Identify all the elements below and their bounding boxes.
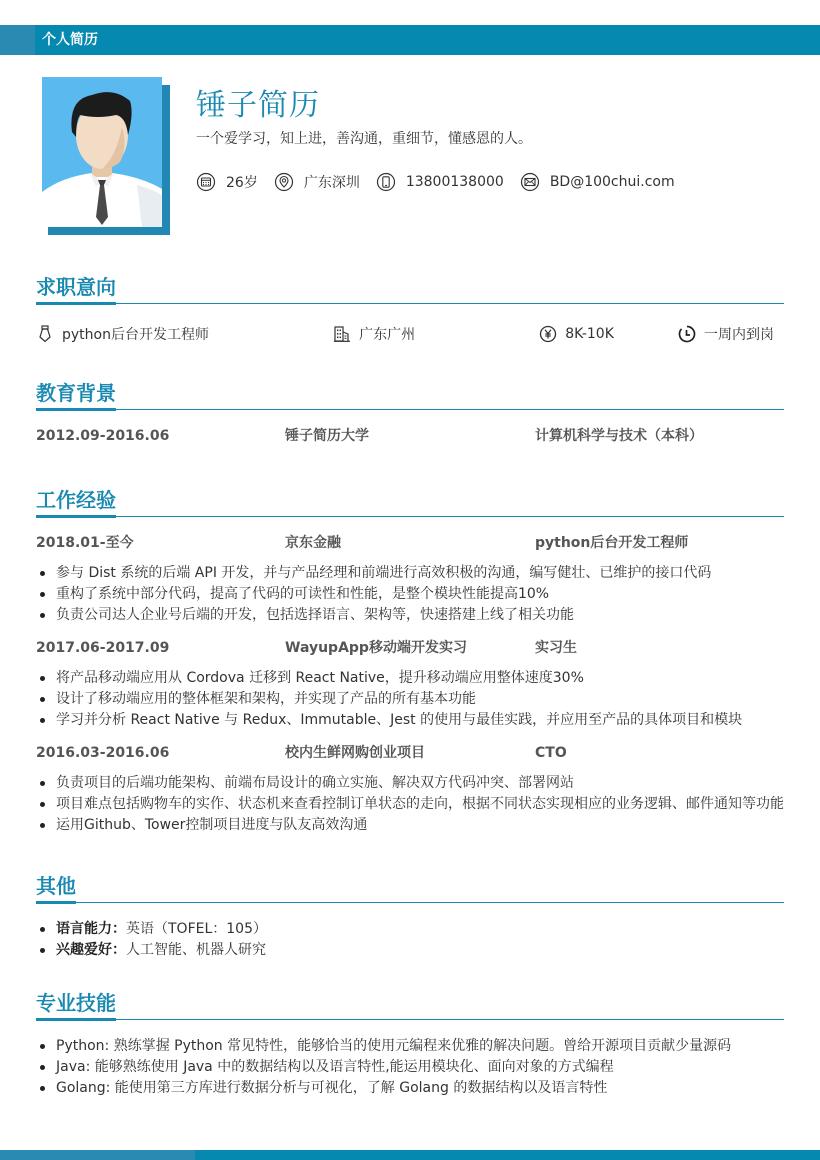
intent-position-value: python后台开发工程师	[62, 327, 209, 343]
footer-bar	[0, 1150, 820, 1160]
job-period: 2018.01-至今	[36, 535, 134, 551]
section-other	[36, 873, 784, 961]
job-role: python后台开发工程师	[535, 535, 689, 551]
contact-email	[520, 172, 675, 192]
job-bullets	[36, 668, 784, 731]
mail-icon	[520, 172, 540, 192]
job-period: 2016.03-2016.06	[36, 745, 170, 761]
profile-name: 锤子简历	[196, 88, 320, 123]
section-title: 专业技能	[36, 991, 116, 1015]
building-icon	[333, 325, 351, 343]
list-item: 负责项目的后端功能架构、前端布局设计的确立实施、解决双方代码冲突、部署网站	[36, 773, 784, 794]
list-item: 参与 Dist 系统的后端 API 开发，并与产品经理和前端进行高效积极的沟通，编写健壮、已维护的接口代码	[36, 563, 784, 584]
education-row	[36, 426, 784, 446]
header-title: 个人简历	[42, 32, 98, 48]
intent-position	[36, 324, 209, 344]
intent-salary	[539, 324, 614, 344]
job-entry	[36, 743, 784, 836]
phone-icon	[376, 172, 396, 192]
contact-email-value: BD@100chui.com	[549, 174, 675, 190]
job-bullets	[36, 773, 784, 836]
intent-city-value: 广东广州	[359, 327, 416, 343]
list-item: 将产品移动端应用从 Cordova 迁移到 React Native，提升移动端应用整体速度30%	[36, 668, 784, 689]
calendar-icon	[196, 172, 216, 192]
contact-location	[274, 172, 360, 192]
job-header	[36, 533, 784, 553]
other-language-label: 语言能力：	[56, 921, 126, 937]
section-job-intent	[36, 274, 784, 344]
section-title: 其他	[36, 874, 76, 898]
list-item: 重构了系统中部分代码，提高了代码的可读性和性能，是整个模块性能提高10%	[36, 584, 784, 605]
contact-age-value: 26岁	[226, 175, 258, 191]
section-title: 求职意向	[36, 275, 116, 299]
profile-motto: 一个爱学习，知上进，善沟通，重细节，懂感恩的人。	[196, 131, 532, 147]
intent-salary-value: 8K-10K	[565, 326, 614, 342]
section-title-underline	[36, 515, 116, 518]
contact-phone	[376, 172, 504, 192]
header-bar	[0, 25, 820, 55]
yen-icon	[539, 325, 557, 343]
list-item	[36, 940, 784, 961]
job-role: CTO	[535, 745, 567, 761]
contact-location-value: 广东深圳	[303, 175, 360, 191]
section-title: 教育背景	[36, 381, 116, 405]
section-title-underline	[36, 408, 116, 411]
contact-age	[196, 172, 258, 192]
contact-list	[196, 172, 691, 192]
header-bar-accent	[0, 25, 35, 55]
section-header	[36, 274, 784, 304]
section-title-underline	[36, 302, 116, 305]
job-period: 2017.06-2017.09	[36, 640, 170, 656]
section-header	[36, 873, 784, 903]
avatar	[42, 77, 170, 235]
list-item	[36, 919, 784, 940]
intent-city	[333, 324, 415, 344]
person-illustration-icon	[42, 77, 162, 227]
job-entry	[36, 638, 784, 731]
job-header	[36, 743, 784, 763]
section-header	[36, 380, 784, 410]
job-intent-list	[36, 324, 784, 344]
section-work-experience	[36, 487, 784, 836]
other-hobby-value: 人工智能、机器人研究	[126, 942, 266, 958]
intent-availability	[678, 324, 774, 344]
section-title-underline	[36, 901, 76, 904]
footer-bar-accent	[0, 1150, 195, 1160]
list-item: 运用Github、Tower控制项目进度与队友高效沟通	[36, 815, 784, 836]
section-skills	[36, 990, 784, 1099]
section-title-underline	[36, 1018, 116, 1021]
other-hobby-label: 兴趣爱好：	[56, 942, 126, 958]
list-item: Golang: 能使用第三方库进行数据分析与可视化，了解 Golang 的数据结构以及语言特性	[36, 1078, 784, 1099]
section-education	[36, 380, 784, 446]
section-header	[36, 990, 784, 1020]
section-header	[36, 487, 784, 517]
education-major: 计算机科学与技术（本科）	[535, 428, 703, 444]
clock-icon	[678, 325, 696, 343]
skills-list	[36, 1036, 784, 1099]
job-company: 京东金融	[285, 535, 341, 551]
other-list	[36, 919, 784, 961]
list-item: Java: 能够熟练使用 Java 中的数据结构以及语言特性,能运用模块化、面向对象的方式编程	[36, 1057, 784, 1078]
location-icon	[274, 172, 294, 192]
job-header	[36, 638, 784, 658]
job-role: 实习生	[535, 640, 577, 656]
list-item: 负责公司达人企业号后端的开发，包括选择语言、架构等，快速搭建上线了相关功能	[36, 605, 784, 626]
job-company: 校内生鲜网购创业项目	[285, 745, 425, 761]
education-school: 锤子简历大学	[285, 428, 369, 444]
list-item: 设计了移动端应用的整体框架和架构，并实现了产品的所有基本功能	[36, 689, 784, 710]
intent-availability-value: 一周内到岗	[703, 327, 774, 343]
job-company: WayupApp移动端开发实习	[285, 640, 467, 656]
education-period: 2012.09-2016.06	[36, 428, 170, 444]
list-item: 学习并分析 React Native 与 Redux、Immutable、Jest 的使用与最佳实践，并应用至产品的具体项目和模块	[36, 710, 784, 731]
contact-phone-value: 13800138000	[405, 174, 504, 190]
section-title: 工作经验	[36, 488, 116, 512]
list-item: 项目难点包括购物车的实作、状态机来查看控制订单状态的走向，根据不同状态实现相应的业务逻辑、邮件通知等功能	[36, 794, 784, 815]
job-bullets	[36, 563, 784, 626]
job-entry	[36, 533, 784, 626]
list-item: Python: 熟练掌握 Python 常见特性，能够恰当的使用元编程来优雅的解决问题。曾给开源项目贡献少量源码	[36, 1036, 784, 1057]
other-language-value: 英语（TOFEL：105）	[126, 921, 267, 937]
tie-icon	[36, 325, 54, 343]
avatar-photo	[42, 77, 162, 227]
